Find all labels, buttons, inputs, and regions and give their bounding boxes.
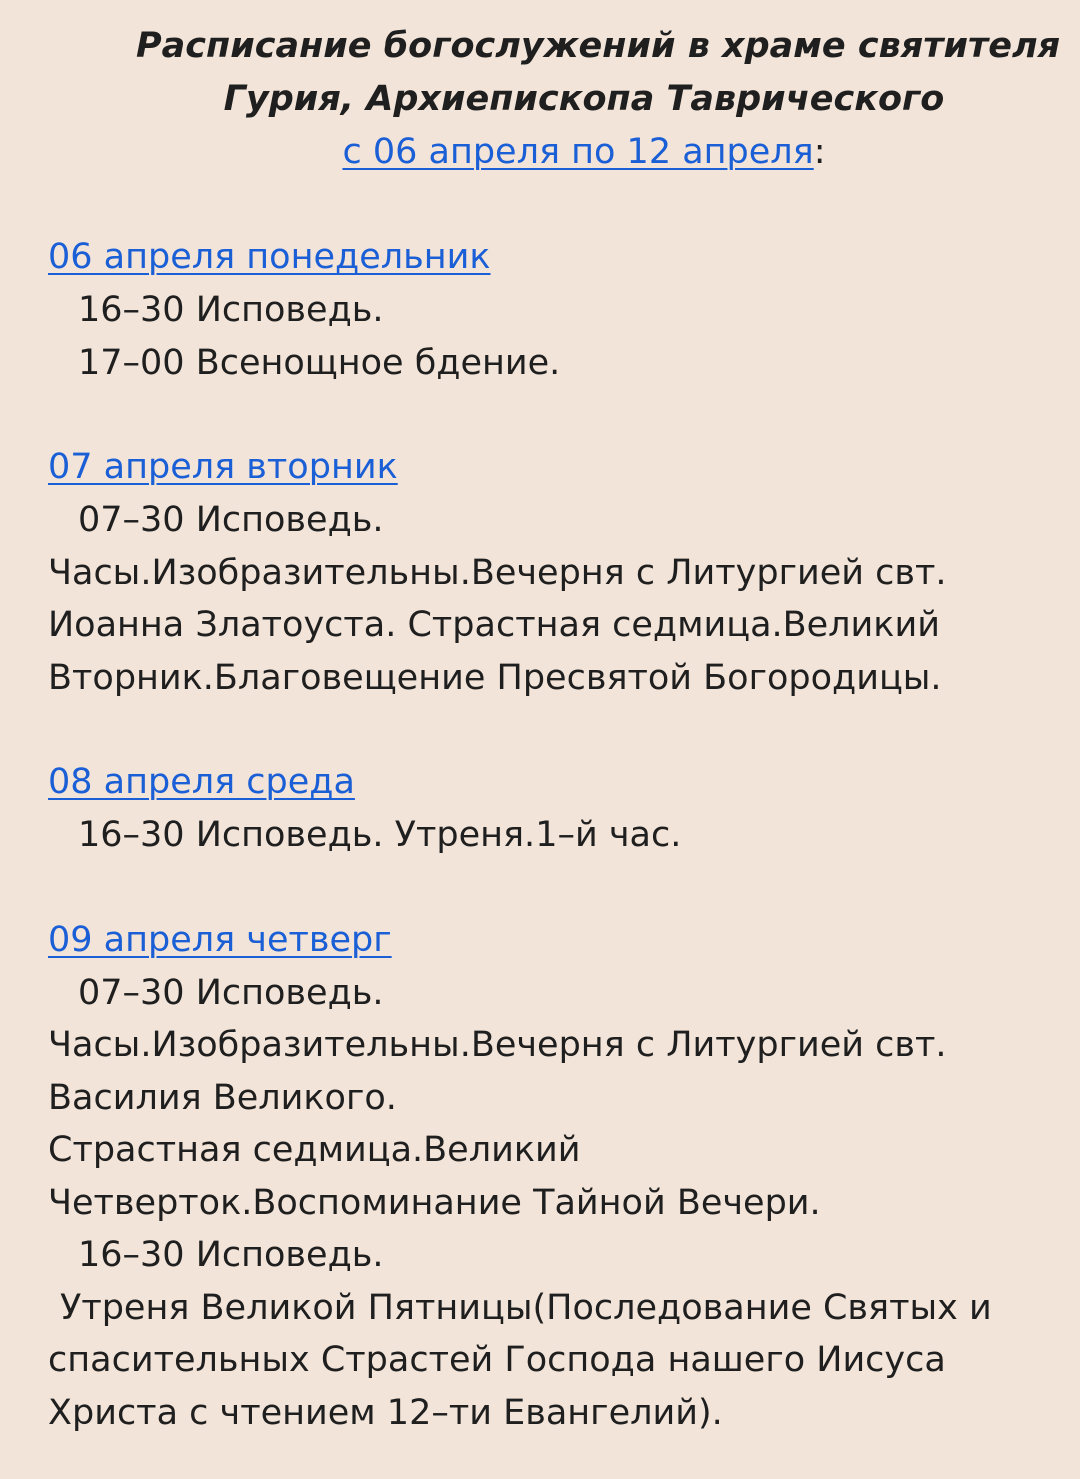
day-link-tuesday[interactable]: 07 апреля вторник xyxy=(48,447,398,487)
schedule-entry: Иоанна Златоуста. Страстная седмица.Великий xyxy=(48,605,940,645)
period-link[interactable]: с 06 апреля по 12 апреля xyxy=(342,132,814,172)
schedule-entry: Часы.Изобразительны.Вечерня с Литургией свт. xyxy=(48,552,947,593)
schedule-entry: Часы.Изобразительны.Вечерня с Литургией свт. xyxy=(48,1025,947,1065)
period-line xyxy=(136,126,1032,179)
schedule-entry: Христа с чтением 12–ти Евангелий). xyxy=(48,1392,723,1433)
day-block-wednesday xyxy=(48,756,1032,862)
period-colon: : xyxy=(813,132,826,172)
page-title-line-2: Гурия, Архиепископа Таврического xyxy=(223,79,945,119)
day-link-monday[interactable]: 06 апреля понедельник xyxy=(48,237,491,277)
schedule-entry: Утреня Великой Пятницы(Последование Святых и xyxy=(60,1287,992,1328)
schedule-entry: 07–30 Исповедь. xyxy=(78,972,384,1013)
schedule-entry: 16–30 Исповедь. xyxy=(78,1235,384,1275)
schedule-entry: Вторник.Благовещение Пресвятой Богородицы. xyxy=(48,657,942,698)
schedule-entry: Четверток.Воспоминание Тайной Вечери. xyxy=(48,1182,821,1223)
schedule-entry: 16–30 Исповедь. Утреня.1–й час. xyxy=(78,815,682,855)
day-block-monday xyxy=(48,231,1032,389)
schedule-entry: спасительных Страстей Господа нашего Иисуса xyxy=(48,1340,946,1380)
schedule-entry: 07–30 Исповедь. xyxy=(78,500,384,540)
schedule-entry: 17–00 Всенощное бдение. xyxy=(78,342,561,383)
page-title-line-1: Расписание богослужений в храме святителя xyxy=(136,26,1061,66)
day-link-wednesday[interactable]: 08 апреля среда xyxy=(48,762,355,802)
day-block-thursday xyxy=(48,914,1032,1440)
schedule-entry: 16–30 Исповедь. xyxy=(78,290,384,330)
days-list xyxy=(48,231,1032,1439)
day-link-thursday[interactable]: 09 апреля четверг xyxy=(48,919,392,960)
schedule-entry: Василия Великого. xyxy=(48,1077,397,1118)
schedule-header xyxy=(48,0,1061,179)
schedule-entry: Страстная седмица.Великий xyxy=(48,1130,581,1170)
day-block-tuesday xyxy=(48,441,1032,704)
